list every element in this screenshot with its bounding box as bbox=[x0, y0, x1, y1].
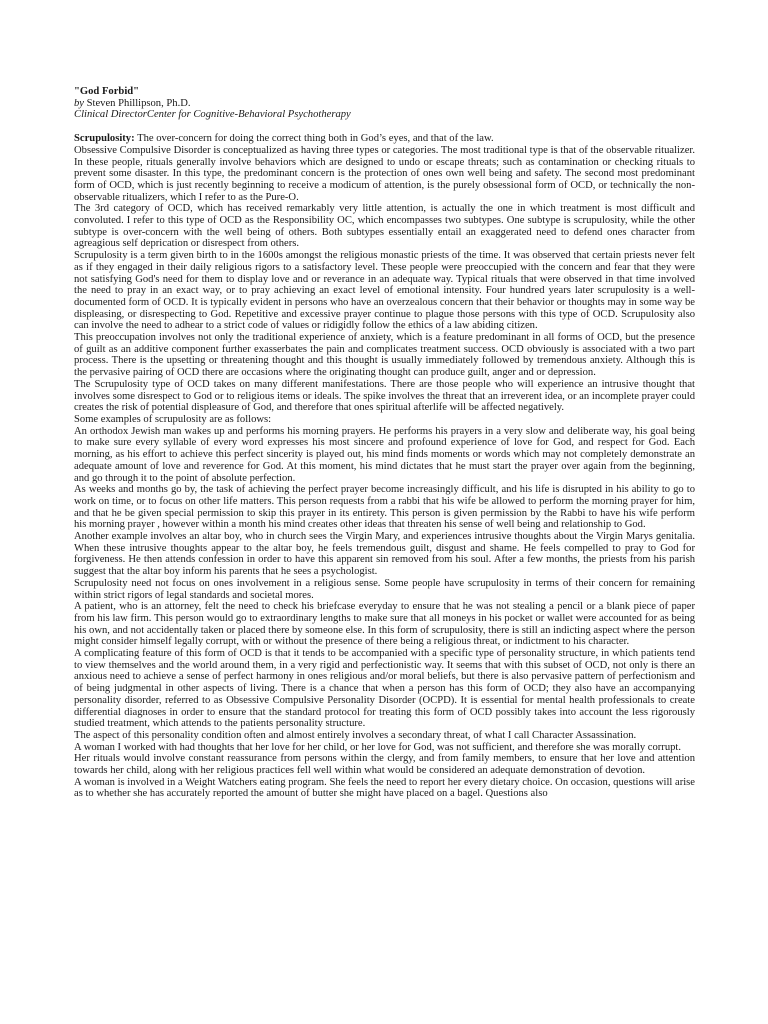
byline-by: by bbox=[74, 97, 84, 109]
body-paragraph: A complicating feature of this form of OCD is that it tends to be accompanied with a specific type of personality structure, in which patients tend to view themselves and the world around them, in a very rigid and perfectionistic way. It seems that with this subset of OCD, not only is there an anxious need to achieve a sense of perfect harmony in ones religious and/or moral beliefs, but there is also pervasive pattern of perfectionism and of being judgmental in other aspects of living. There is a chance that when a person has this form of OCD; they also have an accompanying personality disorder, referred to as Obsessive Compulsive Personality Disorder (OCPD). It is essential for mental health professionals to create differential diagnoses in order to ensure that the standard protocol for treating this form of OCD possibly takes into account the less rigorously studied treatment, which attends to the patients personality structure. bbox=[74, 648, 695, 730]
byline bbox=[74, 98, 695, 110]
body-paragraph: A woman is involved in a Weight Watchers eating program. She feels the need to report her every dietary choice. On occasion, questions will arise as to whether she has accurately reported the amount of butter she might have placed on a bagel. Questions also bbox=[74, 776, 695, 800]
author-role: Clinical DirectorCenter for Cognitive-Behavioral Psychotherapy bbox=[74, 109, 351, 121]
body-paragraph: This preoccupation involves not only the traditional experience of anxiety, which is a feature predominant in all forms of OCD, but the presence of guilt as an additive component further exasserbates the pain and complicates treatment success. OCD obviously is associated with a two part process. There is the upsetting or threatening thought and this thought is usually immediately followed by tremendous anxiety. Although this is the pervasive pairing of OCD there are occasions where the originating thought can produce guilt, anger and or depression. bbox=[74, 332, 695, 379]
body-paragraph: The 3rd category of OCD, which has received remarkably very little attention, is actually the one in which treatment is most difficult and convoluted. I refer to this type of OCD as the Responsibility OC, which encompasses two subtypes. One subtype is scrupulosity, while the other subtype is over-concern with the well being of others. Both subtypes essentially entail an exaggerated need to defend ones character from agreagious self deprication or disrespect from others. bbox=[74, 203, 695, 250]
body-paragraph: As weeks and months go by, the task of achieving the perfect prayer become increasingly difficult, and his life is disrupted in his ability to go to work on time, or to focus on other life matters. This person requests from a rabbi that his wife be allowed to perform the morning prayer for him, and that he be given special permission to skip this prayer in its entirety. This person is given permission by the Rabbi to have his wife perform his morning prayer , however within a month his mind creates other ideas that threaten his sense of well being and relationship to God. bbox=[74, 484, 695, 531]
body-paragraph: Her rituals would involve constant reassurance from persons within the clergy, and from family members, to ensure that her love and attention towards her child, along with her religious practices fell well within what would be considered an adequate demonstration of devotion. bbox=[74, 753, 695, 777]
document-page bbox=[74, 86, 695, 800]
intro-term: Scrupulosity: bbox=[74, 133, 135, 145]
body-paragraph: The aspect of this personality condition often and almost entirely involves a secondary threat, of what I call Character Assassination. bbox=[74, 729, 637, 741]
body-paragraph: Some examples of scrupulosity are as follows: bbox=[74, 413, 272, 425]
body-paragraph: Scrupulosity is a term given birth to in the 1600s amongst the religious monastic priests of the time. It was observed that certain priests never felt as if they engaged in their daily religious rigors to a satisfactory level. These people were preoccupied with the concern and fear that they were not satisfying God's need for them to display love and or reverance in an adequate way. Typical rituals that were observed in that time involved the need to pray in an exact way, or to pray achieving an exact level of emotional intensity. Four hundred years later scrupulosity is a well-documented form of OCD. It is typically evident in persons who have an overzealous concern that their behavior or thoughts may in some way be displeasing, or disrespecting to God. Repetitive and excessive prayer continue to plague those persons with this type of OCD. Scrupulosity also can involve the need to adhear to a strict code of values or ridigidly follow the ethics of a law abiding citizen. bbox=[74, 250, 695, 332]
document-title: "God Forbid" bbox=[74, 86, 140, 97]
body-paragraph: An orthodox Jewish man wakes up and performs his morning prayers. He performs his prayers in a very slow and deliberate way, his goal being to make sure every syllable of every word expresses his most sincere and profound experience of love for God, and respect for God. Each morning, as his effort to achieve this perfect sincerity is played out, his mind finds moments or words which may not completely demonstrate an adequate amount of love and reverence for God. At this moment, his mind dictates that he must start the prayer over again from the beginning, and go through it to the point of absolute perfection. bbox=[74, 425, 695, 484]
intro-text: The over-concern for doing the correct thing both in God’s eyes, and that of the law. bbox=[134, 133, 494, 145]
body-paragraph: Another example involves an altar boy, who in church sees the Virgin Mary, and experiences intrusive thoughts about the Virgin Marys genitalia. When these intrusive thoughts appear to the altar boy, he feels tremendous guilt, disgust and shame. He feels compelled to pray to God for forgiveness. He then attends confession in order to have this apparent sin removed from his soul. After a few months, the priests from his parish suggest that the altar boy inform his parents that he sees a psychologist. bbox=[74, 531, 695, 578]
body-paragraph: A patient, who is an attorney, felt the need to check his briefcase everyday to ensure that he was not stealing a pencil or a blank piece of paper from his law firm. This person would go to extraordinary lengths to make sure that all moneys in his pocket or wallet were accounted for as being his own, and not accidentally taken or placed there by someone else. In this form of scrupulosity, there is still an indicting aspect where the person might consider himself legally corrupt, with or without the presence of there being a religious threat, or indictment to his character. bbox=[74, 601, 695, 648]
intro-paragraph bbox=[74, 133, 695, 145]
body-paragraph: Scrupulosity need not focus on ones involvement in a religious sense. Some people have scrupulosity in terms of their concern for remaining within strict rigors of legal standards and societal mores. bbox=[74, 577, 695, 601]
body-paragraph: Obsessive Compulsive Disorder is conceptualized as having three types or categories. The most traditional type is that of the observable ritualizer. In these people, rituals generally involve behaviors which are designed to undo or escape threats; such as contamination or checking rituals to prevent some disaster. In this type, the predominant concern is the protection of ones own well being and safety. The second most predominant form of OCD, which is just recently beginning to receive a modicum of attention, is the purely obsessional form of OCD, or technically the non-observable ritualizers, which I refer to as the Pure-O. bbox=[74, 144, 695, 203]
spacer bbox=[74, 121, 695, 133]
body-paragraph: A woman I worked with had thoughts that her love for her child, or her love for God, was not sufficient, and therefore she was morally corrupt. bbox=[74, 741, 682, 753]
author-name: Steven Phillipson, Ph.D. bbox=[84, 97, 191, 109]
body-paragraph: The Scrupulosity type of OCD takes on many different manifestations. There are those people who will experience an intrusive thought that involves some disrespect to God or to religious items or ideals. The spike involves the threat that an irreverent idea, or an incomplete prayer could creates the risk of potential displeasure of God, and therefore that ones spiritual afterlife will be affected negatively. bbox=[74, 378, 695, 414]
